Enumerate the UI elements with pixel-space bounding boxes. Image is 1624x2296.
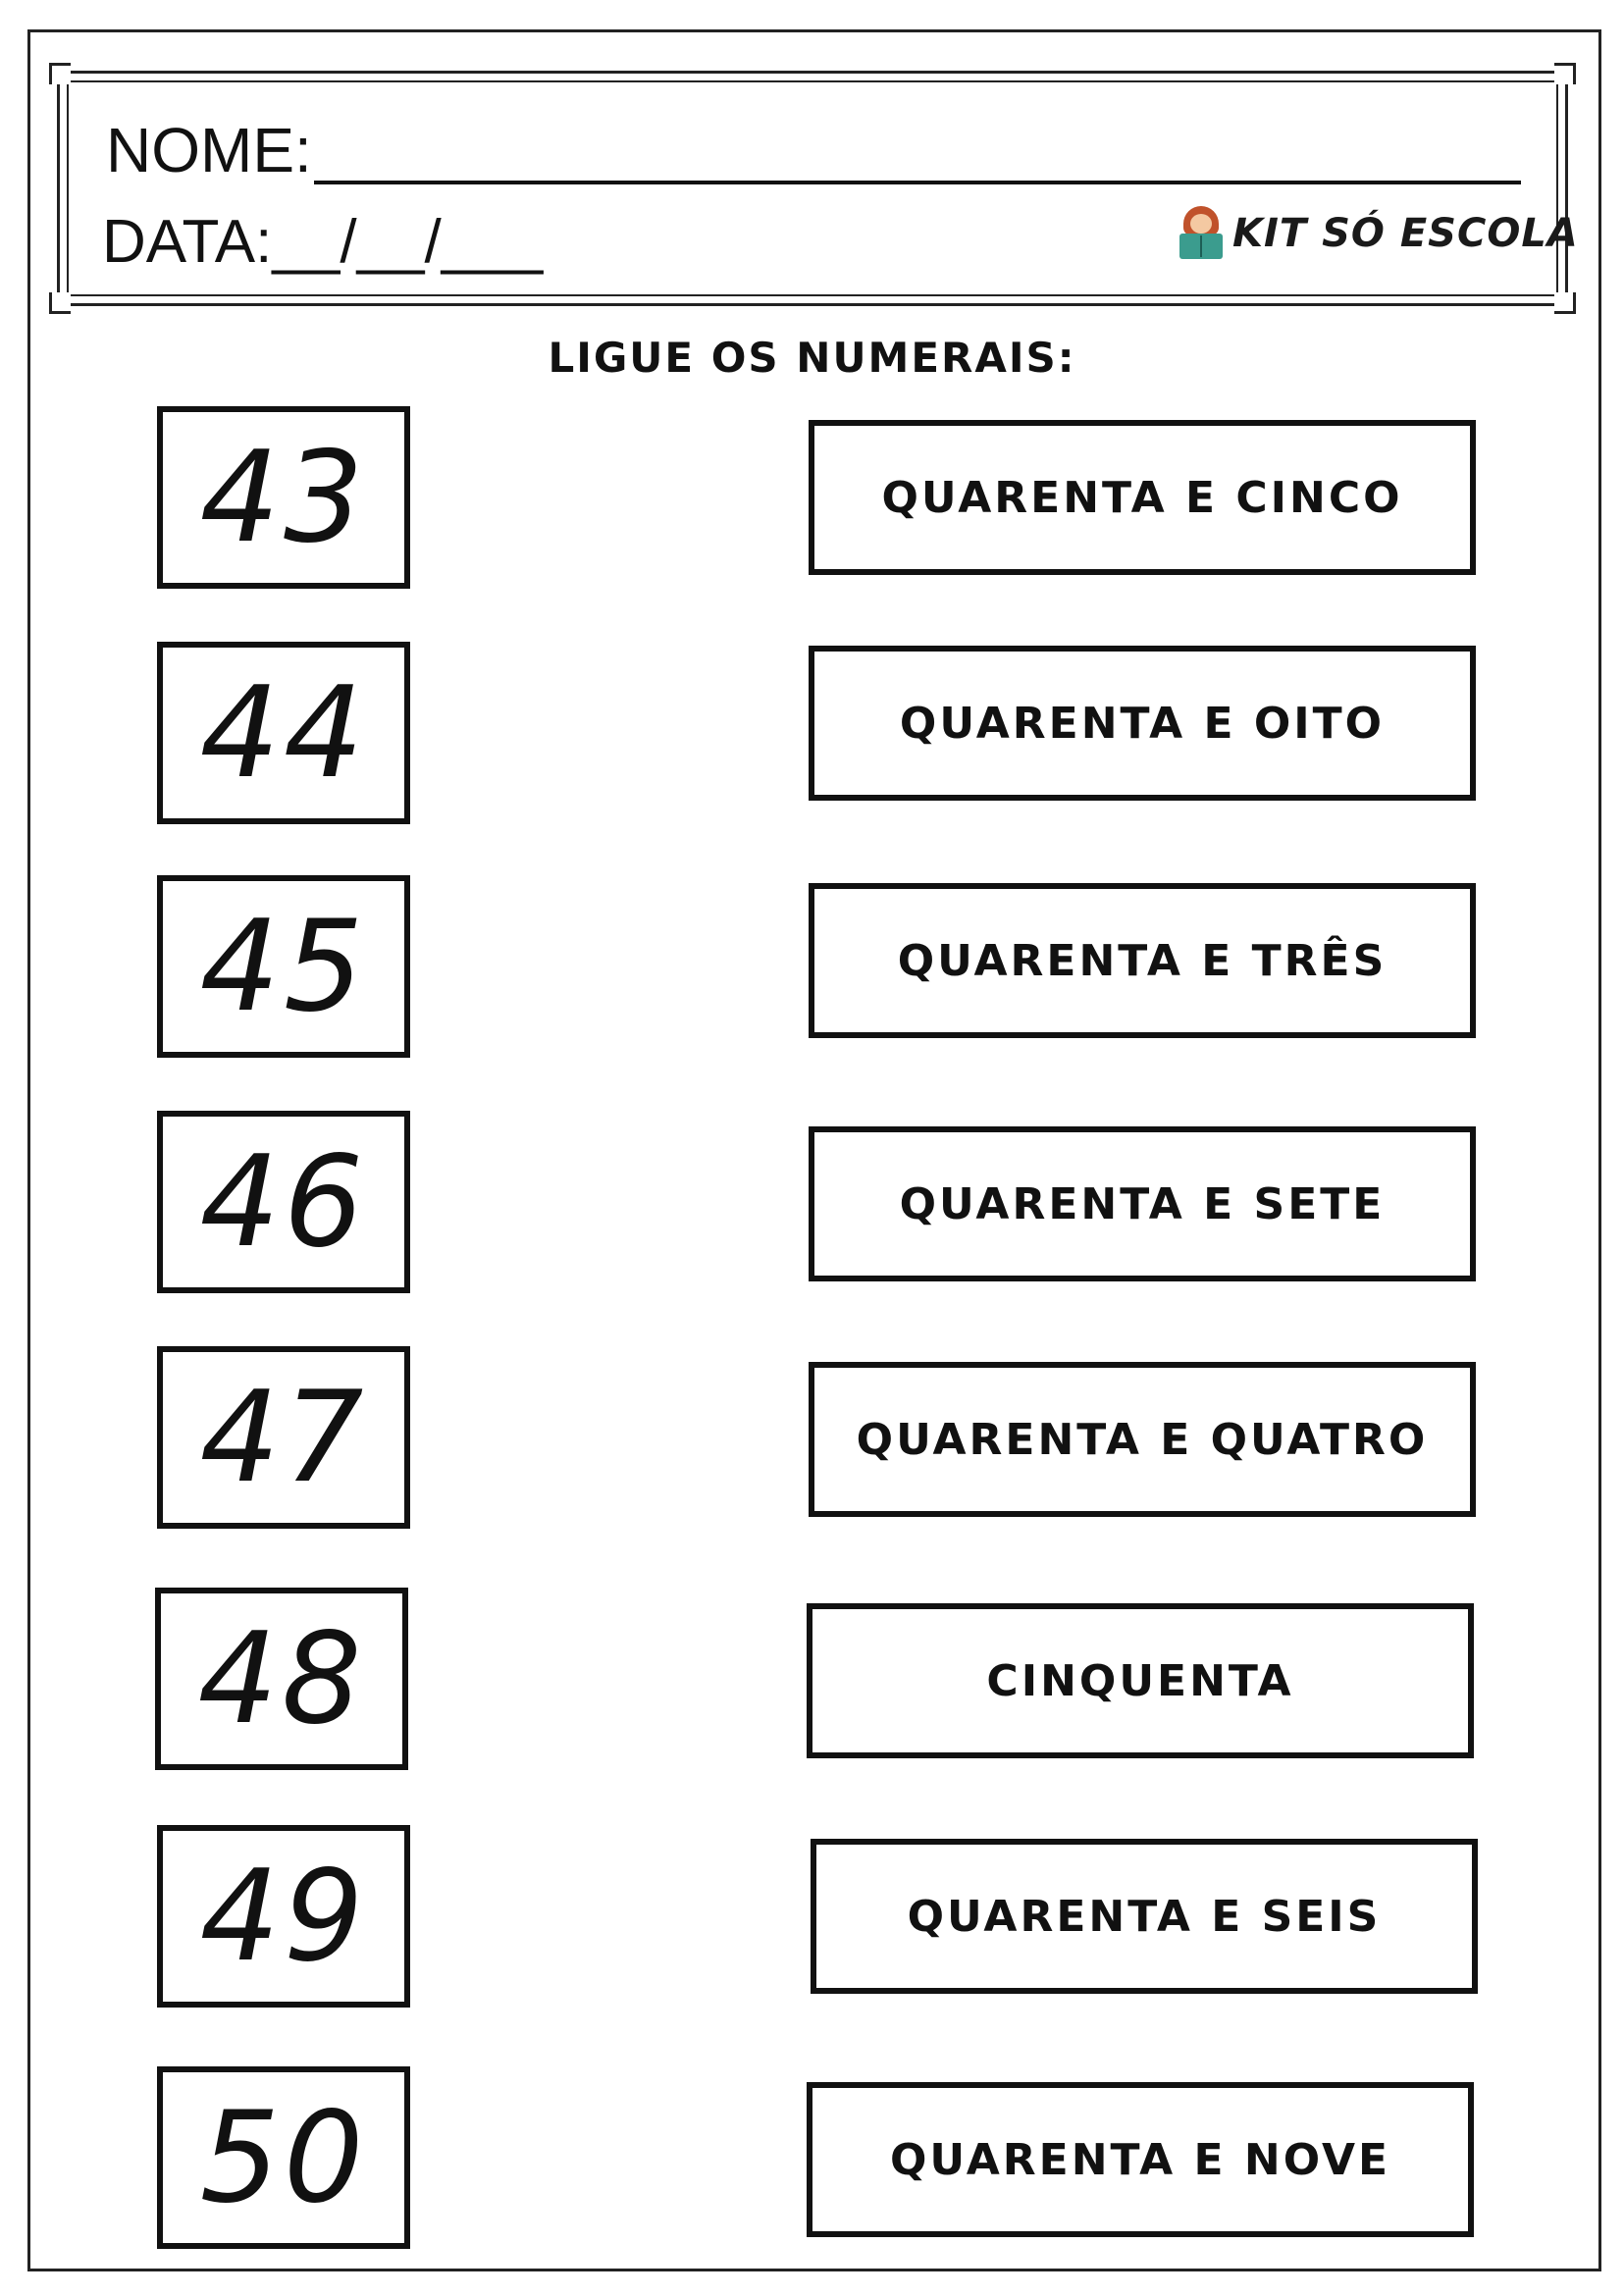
number-box-3[interactable]: 45 bbox=[157, 875, 410, 1058]
name-field-line[interactable] bbox=[314, 181, 1521, 184]
number-box-5[interactable]: 47 bbox=[157, 1346, 410, 1529]
logo-text: KIT SÓ ESCOLA bbox=[1232, 211, 1579, 256]
header-corner-bottom-right bbox=[1554, 292, 1576, 314]
date-label: DATA:__/__/___ bbox=[102, 208, 544, 276]
header-corner-bottom-left bbox=[49, 292, 71, 314]
number-box-4[interactable]: 46 bbox=[157, 1111, 410, 1293]
girl-reading-book-icon bbox=[1178, 206, 1225, 261]
word-box-4[interactable]: QUARENTA E SETE bbox=[809, 1126, 1476, 1281]
number-box-6[interactable]: 48 bbox=[155, 1588, 408, 1770]
header-corner-top-right bbox=[1554, 63, 1576, 84]
word-box-8[interactable]: QUARENTA E NOVE bbox=[807, 2082, 1474, 2237]
word-box-3[interactable]: QUARENTA E TRÊS bbox=[809, 883, 1476, 1038]
word-box-1[interactable]: QUARENTA E CINCO bbox=[809, 420, 1476, 575]
word-box-5[interactable]: QUARENTA E QUATRO bbox=[809, 1362, 1476, 1517]
word-box-6[interactable]: CINQUENTA bbox=[807, 1603, 1474, 1758]
word-box-7[interactable]: QUARENTA E SEIS bbox=[811, 1839, 1478, 1994]
number-box-7[interactable]: 49 bbox=[157, 1825, 410, 2008]
word-box-2[interactable]: QUARENTA E OITO bbox=[809, 646, 1476, 801]
instruction-title: LIGUE OS NUMERAIS: bbox=[548, 334, 1076, 382]
logo bbox=[1178, 204, 1579, 263]
header-corner-top-left bbox=[49, 63, 71, 84]
number-box-8[interactable]: 50 bbox=[157, 2066, 410, 2249]
number-box-1[interactable]: 43 bbox=[157, 406, 410, 589]
number-box-2[interactable]: 44 bbox=[157, 642, 410, 824]
name-label: NOME: bbox=[106, 115, 312, 185]
